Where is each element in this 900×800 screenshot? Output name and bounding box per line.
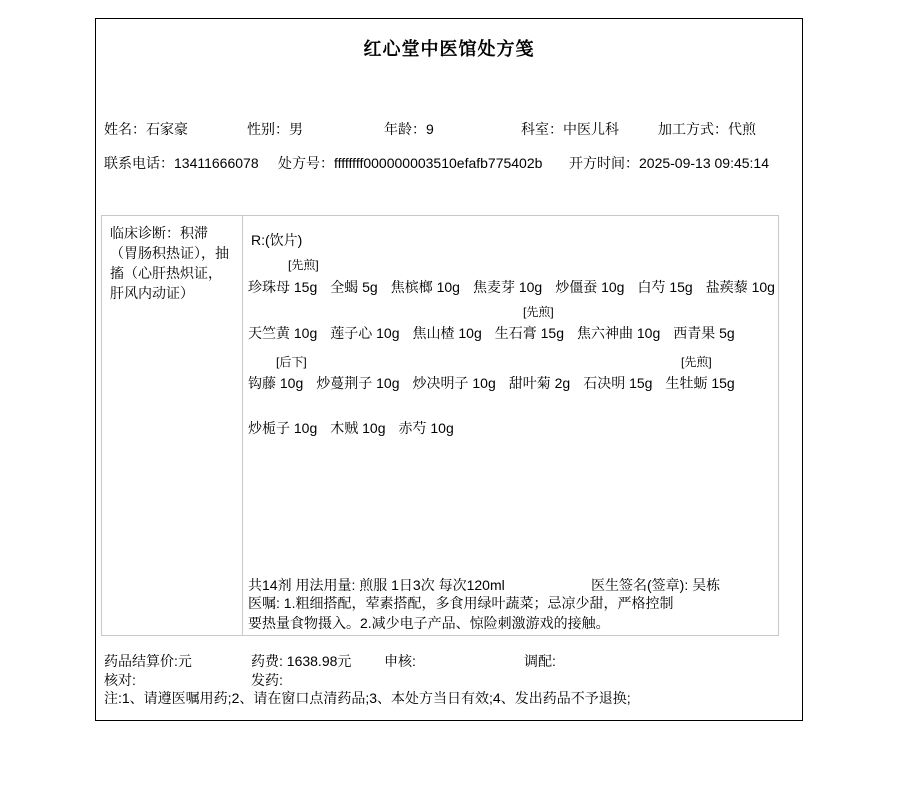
prescription-number: 处方号：ffffffff000000003510efafb775402b: [278, 155, 543, 171]
footnote: 注:1、请遵医嘱用药;2、请在窗口点清药品;3、本处方当日有效;4、发出药品不予退换;: [104, 690, 631, 706]
herb-line: [248, 418, 467, 438]
pre-decoct-marker: [先煎]: [288, 258, 319, 272]
prescription-form-border: [95, 18, 803, 721]
compound-field: 调配:: [524, 653, 556, 669]
settle-price-field: 药品结算价:元: [104, 653, 192, 669]
prescription-box: [242, 215, 779, 636]
check-field: 核对:: [104, 672, 136, 688]
clinical-diagnosis: 临床诊断：积滞（胃肠积热证），抽搐（心肝热炽证，肝风内动证）: [110, 225, 229, 301]
herb-item: 钩藤 10g: [248, 375, 304, 391]
herb-item: 木贼 10g: [330, 420, 386, 436]
patient-age: 年龄：9: [384, 121, 434, 137]
herb-item: 焦山楂 10g: [412, 325, 482, 341]
patient-name: 姓名：石家豪: [104, 121, 188, 137]
herb-item: 焦槟榔 10g: [390, 279, 460, 295]
review-field: 申核:: [384, 653, 416, 669]
herb-item: 西青果 5g: [673, 325, 735, 341]
herb-item: 石决明 15g: [583, 375, 653, 391]
herb-item: 天竺黄 10g: [248, 325, 318, 341]
herb-item: 珍珠母 15g: [248, 279, 318, 295]
herb-item: 甜叶菊 2g: [508, 375, 571, 391]
post-add-marker: [后下]: [276, 355, 307, 369]
herb-item: 炒僵蚕 10g: [555, 279, 625, 295]
herb-item: 炒栀子 10g: [248, 420, 318, 436]
processing-method: 加工方式：代煎: [658, 121, 756, 137]
fee-field: 药费: 1638.98元: [251, 653, 352, 669]
dosage-usage: 共14剂 用法用量: 煎服 1日3次 每次120ml: [248, 577, 505, 593]
herb-line: [248, 277, 788, 297]
medical-advice: 医嘱: 1.粗细搭配，荤素搭配，多食用绿叶蔬菜；忌凉少甜，严格控制要热量食物摄入。2.减少电子产品、惊险刺激游戏的接触。: [248, 595, 674, 631]
pre-decoct-marker: [先煎]: [681, 355, 712, 369]
herb-line: [248, 373, 748, 393]
herb-item: 焦麦芽 10g: [472, 279, 543, 295]
rx-header: R:(饮片): [251, 232, 303, 248]
herb-item: 焦六神曲 10g: [577, 325, 661, 341]
patient-department: 科室：中医儿科: [521, 121, 619, 137]
herb-item: 全蝎 5g: [330, 279, 378, 295]
doctor-signature: 医生签名(签章): 吴栋: [591, 577, 721, 593]
herb-item: 炒决明子 10g: [412, 375, 496, 391]
pre-decoct-marker: [先煎]: [523, 305, 554, 319]
herb-item: 盐蒺藜 10g: [705, 279, 775, 295]
herb-item: 生牡蛎 15g: [665, 375, 735, 391]
issue-time: 开方时间：2025-09-13 09:45:14: [569, 155, 769, 171]
herb-item: 生石膏 15g: [494, 325, 564, 341]
herb-item: 炒蔓荆子 10g: [316, 375, 400, 391]
herb-item: 莲子心 10g: [330, 325, 400, 341]
herb-line: [248, 323, 748, 343]
contact-phone: 联系电话：13411666078: [104, 155, 259, 171]
diagnosis-box: [101, 215, 243, 636]
herb-item: 赤芍 10g: [398, 420, 454, 436]
form-title: 红心堂中医馆处方笺: [363, 39, 535, 59]
dispense-field: 发药:: [251, 672, 283, 688]
herb-item: 白芍 15g: [637, 279, 693, 295]
patient-gender: 性别：男: [247, 121, 303, 137]
